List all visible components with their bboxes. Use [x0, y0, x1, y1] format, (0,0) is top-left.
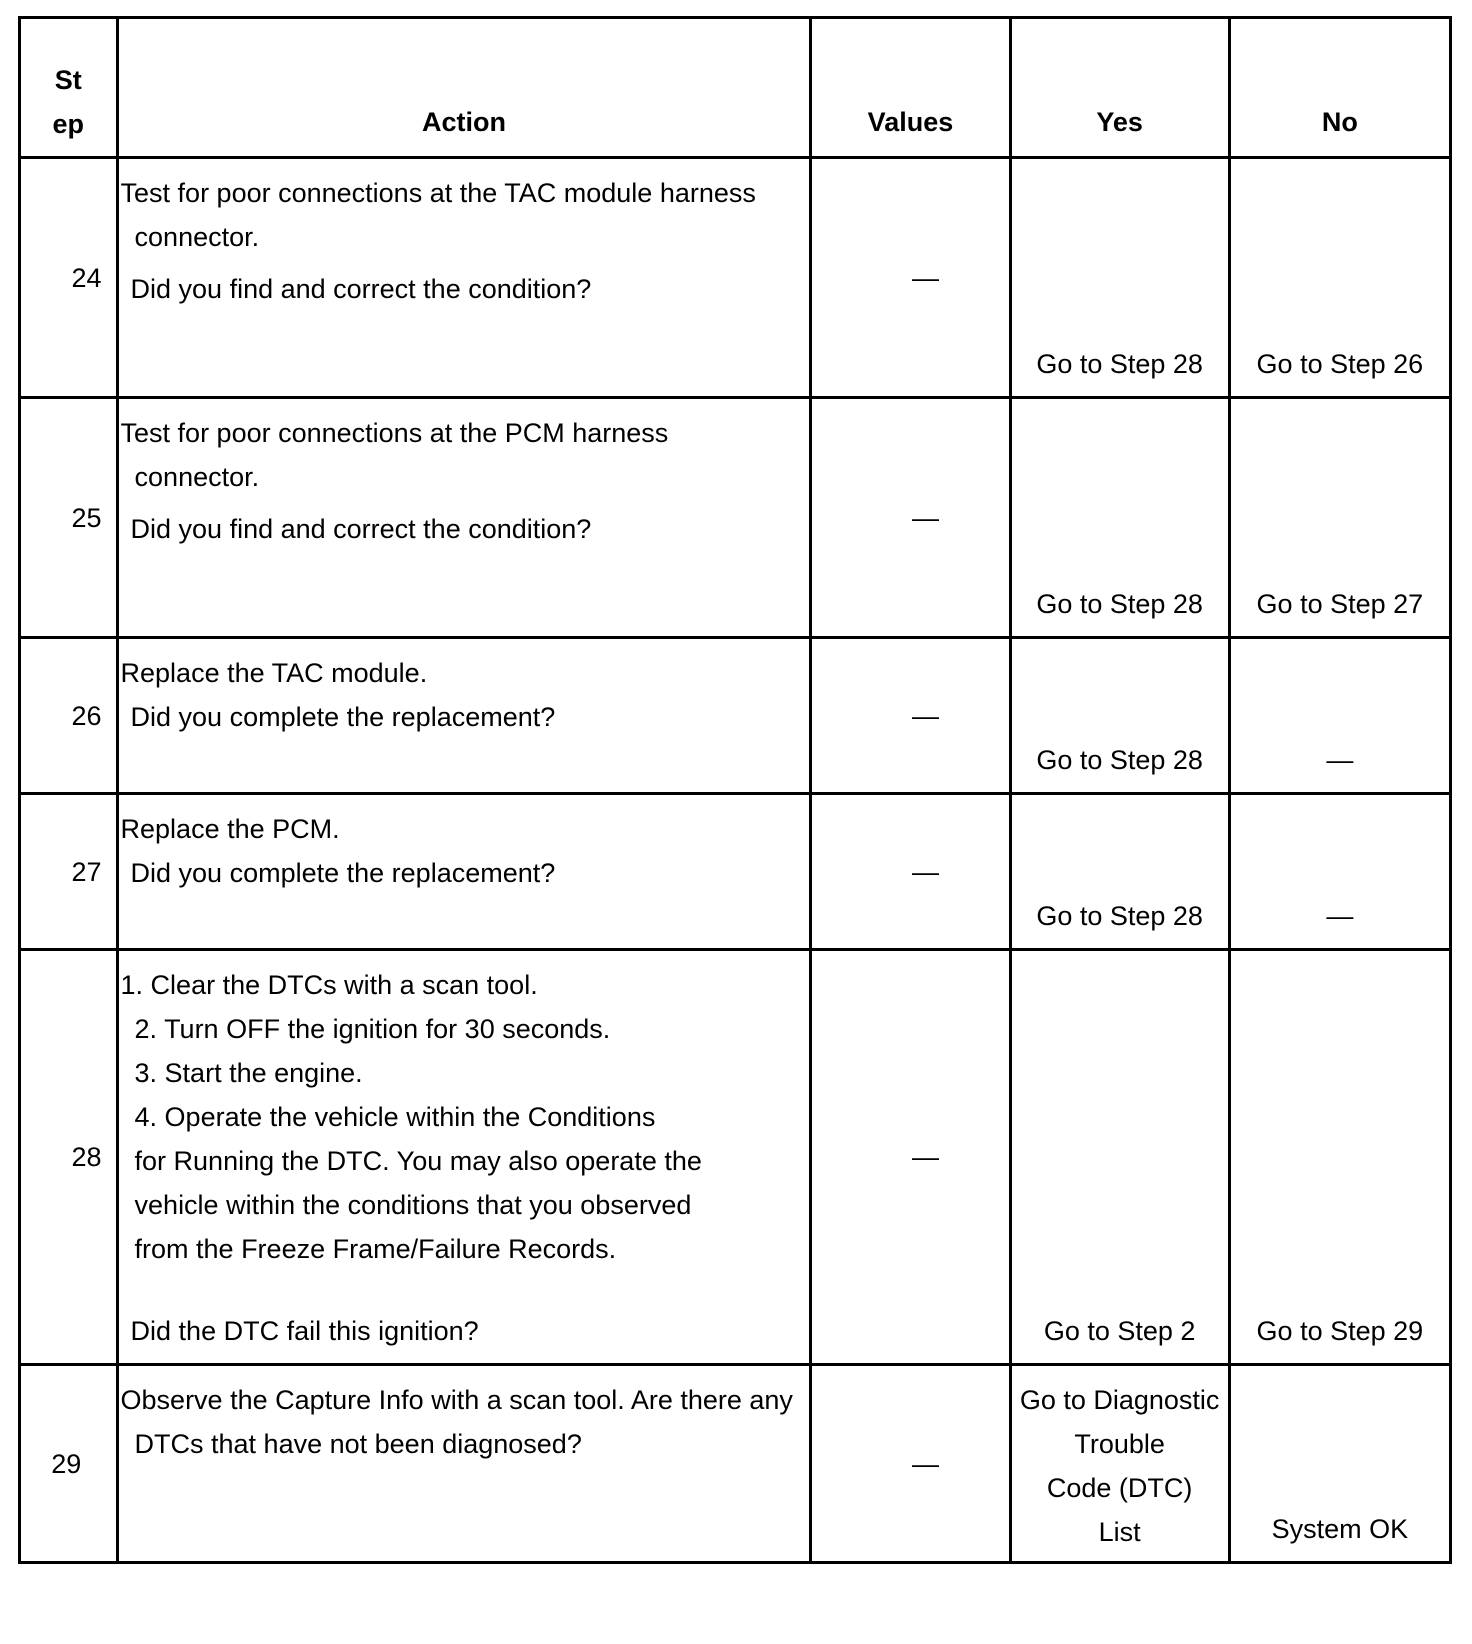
action-text: Test for poor connections at the TAC module harness: [120, 178, 756, 208]
action-text: vehicle within the conditions that you observed: [134, 1190, 692, 1220]
no-cell: Go to Step 27: [1229, 398, 1450, 638]
step-number: 25: [20, 398, 118, 638]
values-cell: —: [811, 638, 1010, 794]
table-row: [20, 1365, 1451, 1563]
action-question: Did you complete the replacement?: [130, 858, 556, 888]
yes-text: Trouble: [1074, 1429, 1165, 1459]
spacer: [121, 1271, 808, 1309]
step-number: 29: [20, 1365, 118, 1563]
values-cell: —: [811, 794, 1010, 950]
header-values: Values: [811, 18, 1010, 158]
action-cell: [117, 1365, 811, 1563]
table-row: [20, 638, 1451, 794]
step-number: 28: [20, 950, 118, 1365]
action-text: 2. Turn OFF the ignition for 30 seconds.: [134, 1014, 611, 1044]
yes-cell: Go to Step 28: [1010, 794, 1229, 950]
step-number: 24: [20, 158, 118, 398]
action-text: for Running the DTC. You may also operate the: [134, 1146, 702, 1176]
table-row: [20, 398, 1451, 638]
yes-text: Code (DTC): [1046, 1473, 1193, 1503]
action-text: Replace the PCM.: [120, 814, 340, 844]
values-cell: —: [811, 398, 1010, 638]
action-text: Replace the TAC module.: [120, 658, 428, 688]
values-cell: —: [811, 950, 1010, 1365]
yes-cell: Go to Step 28: [1010, 158, 1229, 398]
action-cell: [117, 638, 811, 794]
action-cell: [117, 158, 811, 398]
table-row: [20, 950, 1451, 1365]
yes-cell: Go to Step 28: [1010, 398, 1229, 638]
action-question: Did you find and correct the condition?: [130, 274, 592, 304]
action-text: from the Freeze Frame/Failure Records.: [134, 1234, 617, 1264]
action-cell: [117, 398, 811, 638]
no-cell: —: [1229, 794, 1450, 950]
action-text: 3. Start the engine.: [134, 1058, 363, 1088]
action-text: Observe the Capture Info with a scan tool. Are there any: [120, 1385, 793, 1415]
action-question: Did you find and correct the condition?: [130, 514, 592, 544]
no-cell: System OK: [1229, 1365, 1450, 1563]
action-text: 1. Clear the DTCs with a scan tool.: [120, 970, 538, 1000]
action-question: DTCs that have not been diagnosed?: [134, 1429, 582, 1459]
yes-text: List: [1098, 1517, 1141, 1547]
table-row: [20, 158, 1451, 398]
action-cell: [117, 794, 811, 950]
yes-cell: [1010, 1365, 1229, 1563]
step-number: 26: [20, 638, 118, 794]
no-cell: —: [1229, 638, 1450, 794]
yes-cell: Go to Step 28: [1010, 638, 1229, 794]
yes-cell: Go to Step 2: [1010, 950, 1229, 1365]
step-number: 27: [20, 794, 118, 950]
action-text: 4. Operate the vehicle within the Conditions: [134, 1102, 656, 1132]
values-cell: —: [811, 1365, 1010, 1563]
action-text: connector.: [134, 222, 260, 252]
header-row: [20, 18, 1451, 158]
header-no: No: [1229, 18, 1450, 158]
yes-text: Go to Diagnostic: [1019, 1385, 1220, 1415]
action-text: connector.: [134, 462, 260, 492]
header-step: St ep: [20, 18, 118, 158]
action-text: Test for poor connections at the PCM harness: [120, 418, 669, 448]
action-question: Did you complete the replacement?: [130, 702, 556, 732]
no-cell: Go to Step 26: [1229, 158, 1450, 398]
values-cell: —: [811, 158, 1010, 398]
action-question: Did the DTC fail this ignition?: [130, 1316, 479, 1346]
no-cell: Go to Step 29: [1229, 950, 1450, 1365]
header-action: Action: [117, 18, 811, 158]
header-yes: Yes: [1010, 18, 1229, 158]
diagnostic-step-table: [18, 16, 1452, 1564]
action-cell: [117, 950, 811, 1365]
table-row: [20, 794, 1451, 950]
